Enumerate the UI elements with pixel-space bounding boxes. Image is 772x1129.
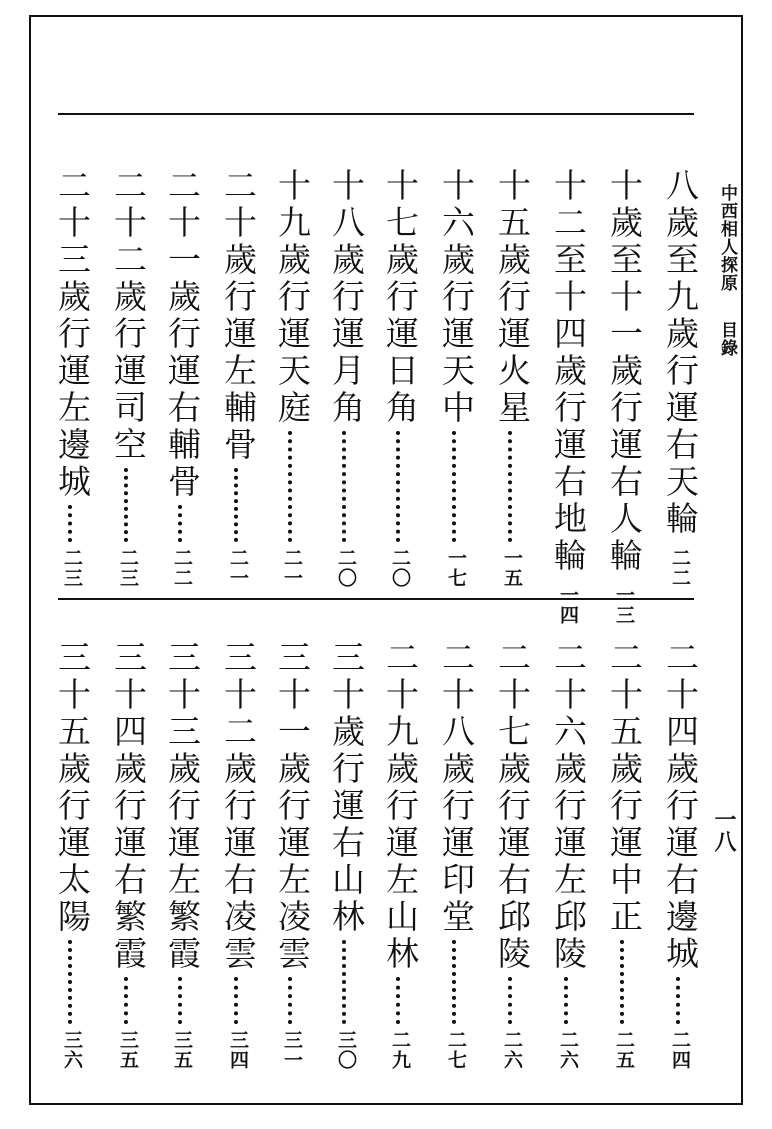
toc-entry-page: 二〇: [389, 548, 411, 588]
toc-entry-title: 三十一歲行運左凌雲: [273, 640, 312, 973]
dot-leader: [234, 977, 242, 1024]
toc-entry-title: 三十四歲行運右繁霞: [109, 640, 148, 973]
toc-entry-title: 十歲至十一歲行運右人輪: [605, 168, 644, 575]
dot-leader: [452, 940, 460, 1024]
toc-entry-page: 三五: [117, 1030, 139, 1070]
toc-entry-page: 一四: [557, 585, 579, 625]
section-title: 目錄: [717, 320, 737, 357]
book-title: 中西相人探原: [717, 184, 737, 292]
dot-leader: [68, 505, 76, 542]
dot-leader: [68, 940, 76, 1024]
toc-entry: [376, 640, 424, 1070]
dot-leader: [124, 468, 132, 542]
toc-entry-title: 三十二歲行運右凌雲: [219, 640, 258, 973]
toc-entry: [268, 168, 316, 588]
toc-entry-page: 三六: [61, 1030, 83, 1070]
toc-entry-title: 二十一歲行運右輔骨: [163, 168, 202, 501]
toc-entry: [600, 168, 648, 625]
toc-entry-title: 十二至十四歲行運右地輪: [549, 168, 588, 575]
dot-leader: [342, 940, 350, 1024]
toc-entry-page: 二二: [171, 548, 193, 588]
dot-leader: [342, 431, 350, 542]
toc-entry: [48, 168, 96, 588]
running-header: [712, 184, 740, 384]
toc-entry-page: 二四: [669, 1030, 691, 1070]
toc-entry-title: 三十歲行運右山林: [327, 640, 366, 936]
toc-entry-page: 二九: [389, 1030, 411, 1070]
toc-entry-page: 二〇: [335, 548, 357, 588]
toc-entry: [104, 640, 152, 1070]
toc-entry-page: 三四: [227, 1030, 249, 1070]
toc-entry-page: 一五: [501, 548, 523, 588]
dot-leader: [620, 940, 628, 1024]
toc-entry-title: 二十七歲行運右邱陵: [493, 640, 532, 973]
dot-leader: [124, 977, 132, 1024]
dot-leader: [396, 977, 404, 1024]
page-number: 一八: [711, 808, 737, 852]
toc-entry-title: 二十五歲行運中正: [605, 640, 644, 936]
toc-entry: [432, 640, 480, 1070]
dot-leader: [452, 431, 460, 542]
toc-entry-page: 三一: [281, 1030, 303, 1070]
toc-entry-title: 二十四歲行運右邊城: [661, 640, 700, 973]
dot-leader: [676, 977, 684, 1024]
toc-entry: [656, 640, 704, 1070]
toc-entry-title: 十七歲行運日角: [381, 168, 420, 427]
toc-entry-title: 二十六歲行運左邱陵: [549, 640, 588, 973]
toc-entry-title: 十九歲行運天庭: [273, 168, 312, 427]
top-rule: [58, 113, 694, 115]
toc-entry: [158, 640, 206, 1070]
dot-leader: [178, 977, 186, 1024]
middle-rule: [58, 598, 694, 600]
toc-entry-title: 三十三歲行運左繁霞: [163, 640, 202, 973]
toc-entry-page: 二二: [669, 548, 691, 588]
dot-leader: [508, 431, 516, 542]
toc-entry: [656, 168, 704, 588]
toc-entry: [432, 168, 480, 588]
toc-entry: [488, 168, 536, 588]
toc-entry-page: 一三: [613, 585, 635, 625]
toc-entry: [214, 168, 262, 588]
toc-entry-title: 二十二歲行運司空: [109, 168, 148, 464]
toc-entry: [48, 640, 96, 1070]
toc-entry-page: 三五: [171, 1030, 193, 1070]
toc-entry: [268, 640, 316, 1070]
toc-entry-title: 二十歲行運左輔骨: [219, 168, 258, 464]
toc-entry: [544, 640, 592, 1070]
toc-entry-page: 二六: [557, 1030, 579, 1070]
dot-leader: [396, 431, 404, 542]
dot-leader: [288, 977, 296, 1024]
toc-entry-page: 二五: [613, 1030, 635, 1070]
dot-leader: [564, 977, 572, 1024]
toc-entry: [600, 640, 648, 1070]
toc-entry: [158, 168, 206, 588]
toc-entry-title: 三十五歲行運太陽: [53, 640, 92, 936]
toc-entry-page: 二三: [117, 548, 139, 588]
toc-entry-title: 二十三歲行運左邊城: [53, 168, 92, 501]
dot-leader: [178, 505, 186, 542]
toc-entry-title: 八歲至九歲行運右天輪: [661, 168, 700, 538]
toc-entry: [322, 640, 370, 1070]
dot-leader: [508, 977, 516, 1024]
toc-entry: [544, 168, 592, 625]
toc-entry-page: 二七: [445, 1030, 467, 1070]
toc-entry: [214, 640, 262, 1070]
toc-entry-title: 二十八歲行運印堂: [437, 640, 476, 936]
toc-entry-title: 十五歲行運火星: [493, 168, 532, 427]
toc-entry-page: 三〇: [335, 1030, 357, 1070]
toc-entry-title: 二十九歲行運左山林: [381, 640, 420, 973]
toc-entry-page: 二一: [227, 548, 249, 588]
toc-entry: [376, 168, 424, 588]
toc-entry: [488, 640, 536, 1070]
dot-leader: [234, 468, 242, 542]
dot-leader: [288, 431, 296, 542]
toc-entry: [322, 168, 370, 588]
toc-entry-page: 一七: [445, 548, 467, 588]
toc-entry-page: 二三: [61, 548, 83, 588]
toc-entry-title: 十八歲行運月角: [327, 168, 366, 427]
toc-entry: [104, 168, 152, 588]
toc-entry-title: 十六歲行運天中: [437, 168, 476, 427]
toc-entry-page: 二一: [281, 548, 303, 588]
toc-entry-page: 二六: [501, 1030, 523, 1070]
